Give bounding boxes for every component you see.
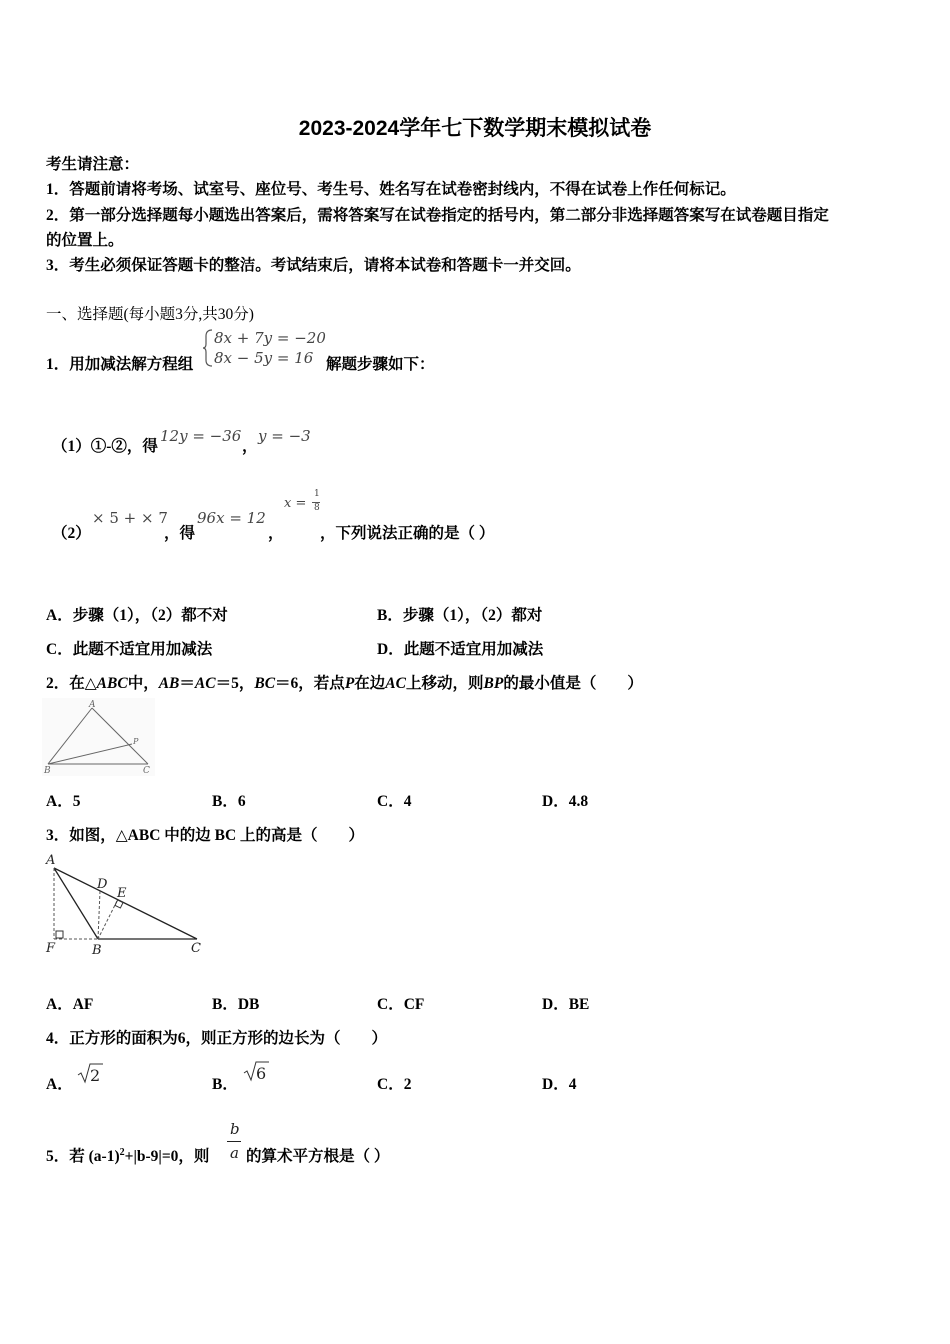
q1-step1-equation: 12y = −36 (160, 427, 242, 445)
q5-frac-numerator: b (230, 1120, 240, 1138)
q1-stem: 1．用加减法解方程组 (46, 356, 194, 373)
notice-item-3: 3．考生必须保证答题卡的整洁。考试结束后，请将本试卷和答题卡一并交回。 (46, 257, 581, 274)
q4-option-c[interactable]: C．2 (377, 1076, 412, 1093)
q3-stem: 3．如图，△ABC 中的边 BC 上的高是（ ） (46, 827, 365, 844)
q1-step2-get: ，得 (164, 525, 196, 542)
notice-item-2: 2．第一部分选择题每小题选出答案后，需将答案写在试卷指定的括号内，第二部分非选择题答案写在试卷题目指定 (46, 207, 829, 224)
q2-label-b: B (44, 766, 51, 776)
notice-heading: 考生请注意： (46, 156, 140, 173)
q1-step1-result: y = −3 (258, 427, 311, 445)
page-title: 2023-2024学年七下数学期末模拟试卷 (298, 117, 652, 140)
section-heading: 一、选择题(每小题3分,共30分) (46, 306, 254, 323)
q3-option-c[interactable]: C．CF (377, 996, 425, 1013)
notice-item-1: 1．答题前请将考场、试室号、座位号、考生号、姓名写在试卷密封线内，不得在试卷上作任何标记。 (46, 181, 736, 198)
q5-stem-post: 的算术平方根是（ ） (246, 1148, 390, 1165)
q1-option-b[interactable]: B．步骤（1），（2）都对 (377, 607, 543, 624)
q3-option-a[interactable]: A．AF (46, 996, 94, 1013)
q1-equation-2: 8x − 5y = 16 (214, 349, 314, 367)
q3-label-a: A (46, 853, 56, 868)
q1-step2-ops: × 5 + × 7 (92, 509, 168, 527)
q3-label-b: B (92, 943, 102, 958)
q2-label-a: A (89, 700, 96, 710)
q4-option-b-radicand: 6 (256, 1064, 267, 1083)
q3-label-d: D (97, 877, 108, 892)
q3-label-e: E (117, 886, 127, 901)
q1-equation-1: 8x + 7y = −20 (214, 329, 326, 347)
q2-stem: 2．在△ABC中，AB＝AC＝5，BC＝6，若点P在边AC上移动，则BP的最小值是（ ） (46, 675, 643, 692)
q1-stem-post: 解题步骤如下： (326, 356, 435, 373)
q1-x-numerator: 1 (314, 489, 320, 499)
fraction-bar (227, 1141, 241, 1142)
q1-x-denominator: 8 (314, 503, 320, 513)
q2-label-p: P (133, 737, 139, 746)
q5-frac-denominator: a (230, 1144, 239, 1162)
q1-step1-sep: ， (242, 438, 258, 455)
q1-step2-equation: 96x = 12 (197, 509, 266, 527)
q1-option-d[interactable]: D．此题不适宜用加减法 (377, 641, 544, 658)
q4-option-a-label[interactable]: A． (46, 1076, 73, 1093)
q2-option-b[interactable]: B．6 (212, 793, 246, 810)
q4-option-b-label[interactable]: B． (212, 1076, 238, 1093)
q2-label-c: C (143, 766, 150, 776)
q2-option-c[interactable]: C．4 (377, 793, 412, 810)
notice-item-2-cont: 的位置上。 (46, 232, 124, 249)
q5-stem: 5．若 $(a-1)^2+|b-9|=0$，则 (46, 1146, 210, 1165)
q1-step2-sep: ， (268, 525, 284, 542)
q1-x-lhs: x = (284, 496, 307, 511)
q1-option-c[interactable]: C．此题不适宜用加减法 (46, 641, 213, 658)
q4-option-a-radicand: 2 (90, 1066, 101, 1085)
q1-step1-label: （1）①-②，得 (52, 438, 158, 455)
q1-step2-label: （2） (52, 525, 91, 542)
q3-label-c: C (191, 941, 201, 956)
q4-stem: 4．正方形的面积为6，则正方形的边长为（ ） (46, 1030, 388, 1047)
q1-option-a[interactable]: A．步骤（1），（2）都不对 (46, 607, 228, 624)
brace-icon (202, 328, 214, 368)
q2-option-a[interactable]: A．5 (46, 793, 81, 810)
q2-option-d[interactable]: D．4.8 (542, 793, 589, 810)
q1-step2-tail: ，下列说法正确的是（ ） (320, 525, 495, 542)
q3-option-d[interactable]: D．BE (542, 996, 590, 1013)
q2-triangle-figure (42, 698, 157, 778)
q3-triangle-figure (42, 850, 212, 962)
q3-option-b[interactable]: B．DB (212, 996, 260, 1013)
q4-option-d[interactable]: D．4 (542, 1076, 577, 1093)
q3-label-f: F (46, 941, 56, 956)
